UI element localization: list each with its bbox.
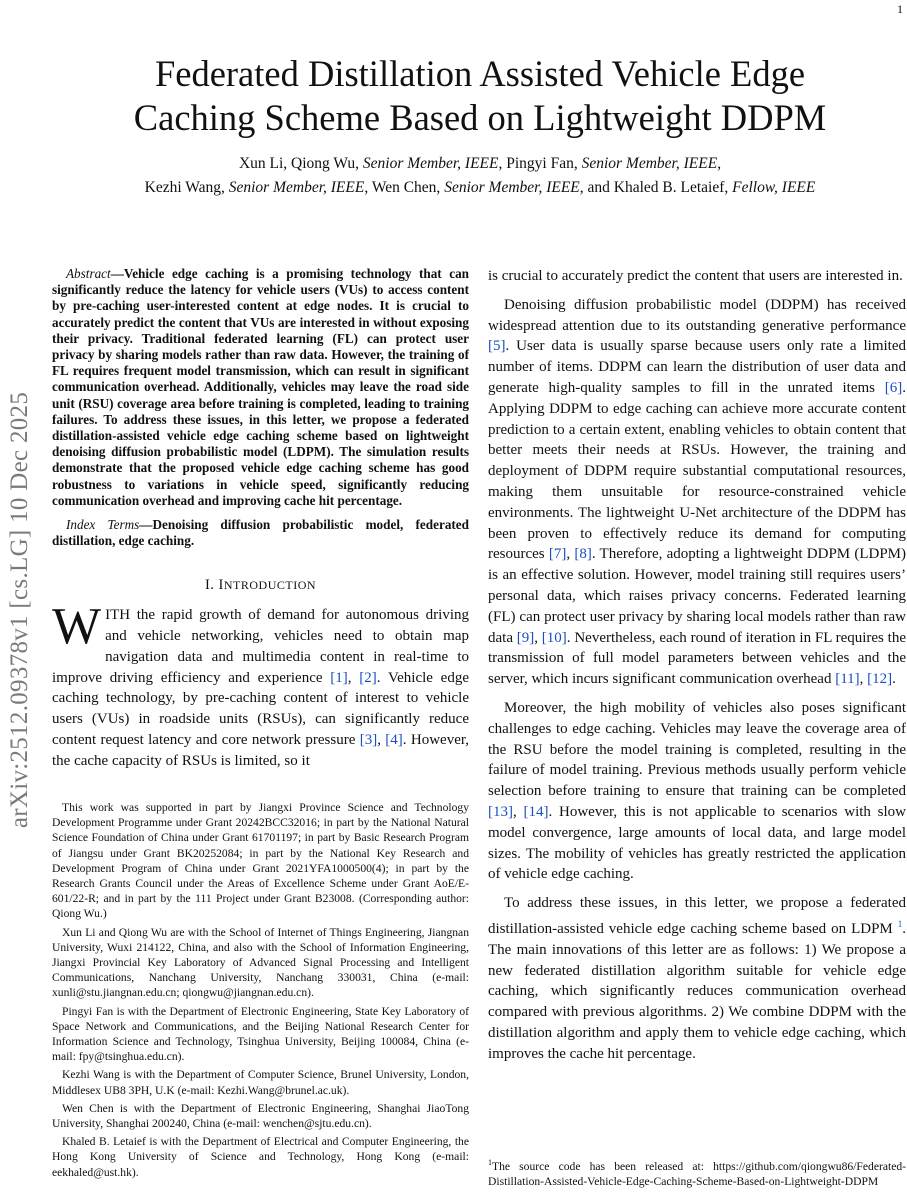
paragraph-text: . However, the cache capacity of RSUs is limited, so it — [52, 732, 470, 769]
intro-paragraph-3: Moreover, the high mobility of vehicles also poses significant challenges to edge caching. Vehicles may leave the coverage area of the RSU before the model training is completed, resulting in the failure of model training. Previous methods usually perform vehicle selection before training to ensure that training can be completed [13], [14]. However, this is not applicable to scenarios with slow model convergence, large amounts of local data, and large model sizes. The mobility of vehicles has greatly restricted the application of vehicle edge caching. — [488, 699, 907, 883]
funding-footnote: This work was supported in part by Jiangxi Province Science and Technology Development Programme under Grant 20242BCC32016; in part by the National Natural Science Foundation of China under Grant 61701197; in part by Basic Research Program of Jiangsu under Grant BK20252084; in part by the National Key Research and Development Program of China under Grant 2021YFA1000500(4); in part by the Research Grants Council under the Areas of Excellence Scheme under Grant AoE/E-601/22-R; and in part by the 111 Project under Grant B23008. (Corresponding author: Qiong Wu.) — [52, 801, 469, 921]
citation-link[interactable]: [11] — [835, 671, 860, 688]
paragraph-text: . Vehicle edge caching technology, by pre-caching content of interest to vehicle users (VUs) in roadside units (RSUs), can significantly reduce content request latency and core network pressure — [52, 669, 469, 749]
citation-link[interactable]: [10] — [541, 629, 567, 646]
paragraph-text: Denoising diffusion probabilistic model (DDPM) has received widespread attention due to its outstanding generative performance — [488, 296, 906, 334]
authors-line-1 — [40, 152, 907, 176]
intro-paragraph-1: WITH the rapid growth of demand for autonomous driving and vehicle networking, vehicles need to obtain map navigation data and multimedia content in real-time to improve driving efficiency and experience [1], [2]. Vehicle edge caching technology, by pre-caching content of interest to vehicle users (VUs) in roadside units (RSUs), can significantly reduce content request latency and core network pressure [3], [4]. However, the cache capacity of RSUs is limited, so it — [52, 598, 470, 769]
citation-link[interactable]: [7] — [548, 546, 567, 563]
author-names: , Wen Chen, — [364, 179, 445, 196]
paragraph-text: To address these issues, in this letter, we propose a federated distillation-assisted vehicle edge caching scheme based on LDPM — [488, 895, 906, 937]
source-code-text: The source code has been released at: https://github.com/qiongwu86/Federated-Distillation-Assisted-Vehicle-Edge-Caching-Scheme-Based-on-Lightweight-DDPM — [488, 1159, 906, 1189]
affiliation-footnote: Wen Chen is with the Department of Electronic Engineering, Shanghai JiaoTong University, Shanghai 200240, China (e-mail: wenchen@sjtu.edu.cn). — [52, 1101, 469, 1131]
citation-link[interactable]: [6] — [884, 379, 903, 396]
citation-link[interactable]: [8] — [574, 546, 592, 563]
citation-link[interactable]: [4] — [385, 732, 403, 749]
intro-paragraph-2: Denoising diffusion probabilistic model (DDPM) has received widespread attention due to its outstanding generative performance [5]. User data is usually sparse because users only rate a limited number of items. DDPM can learn the distribution of user data and generate high-quality samples to fill in the unrated items [6]. Applying DDPM to edge caching can achieve more accurate content prediction to a certain extent, enabling vehicles to obtain content that better meets their needs at RSUs. However, the training and deployment of DDPM require substantial computational resources, making them unsuitable for resource-constrained vehicle environments. The lightweight U-Net architecture of the DDPM has been proven to effectively reduce its demand for computing resources [7], [8]. Therefore, adopting a lightweight DDPM (LDPM) is an effective solution. However, model training still requires users’ personal data, which raises privacy concerns. Federated learning (FL) can protect user privacy by sharing local models rather than raw data [9], [10]. Nevertheless, each round of iteration in FL requires the transmission of full model parameters between vehicles and the server, which incurs significant communication overhead [11], [12]. — [488, 296, 907, 688]
paragraph-text: . The main innovations of this letter are as follows: 1) We propose a new federated distillation algorithm suitable for vehicle edge caching, which significantly reduces communication overhead compared with previous algorithms. 2) We combine DDPM with the distillation algorithm and apply them to vehicle edge caching, which improves the cache hit percentage. — [488, 920, 906, 1062]
intro-paragraph-4 — [488, 893, 906, 1064]
citation-link[interactable]: [3] — [359, 732, 378, 749]
index-terms-label: Index Terms — [66, 517, 140, 533]
paragraph-text: . User data is usually sparse because users only rate a limited number of items. DDPM can learn the distribution of user data and generate high-quality samples to fill in the unrated items — [488, 338, 906, 396]
citation-link[interactable]: [13] — [488, 803, 513, 820]
author-names: , Pingyi Fan, — [498, 155, 582, 172]
author-list — [40, 152, 907, 200]
abstract-text: —Vehicle edge caching is a promising technology that can significantly reduce the latency for vehicle users (VUs) to access content by pre-caching user-interested content at edge nodes. It is crucial to accurately predict the content that VUs are interested in without exposing their privacy. Traditional federated learning (FL) can protect user privacy by sharing models rather than raw data. However, the training of FL requires frequent model transmission, which can result in significant communication overhead. Additionally, vehicles may leave the road side unit (RSU) coverage area before training is completed, leading to training failures. To address these issues, in this letter, we propose a federated distillation-assisted vehicle edge caching scheme based on lightweight denoising diffusion probabilistic model (LDPM). The simulation results demonstrate that the proposed vehicle edge caching scheme has good robustness to variations in vehicle speed, significantly reducing communication overhead and improving cache hit percentage. — [52, 266, 469, 508]
citation-link[interactable]: [14] — [523, 803, 549, 820]
arxiv-stamp-text: arXiv:2512.09378v1 [cs.LG] 10 Dec 2025 — [6, 391, 33, 829]
citation-link[interactable]: [2] — [359, 669, 377, 686]
index-terms — [52, 517, 469, 549]
title-line-1: Federated Distillation Assisted Vehicle Edge — [154, 53, 806, 94]
citation-link[interactable]: [9] — [516, 629, 535, 646]
right-column — [488, 266, 906, 1072]
affiliation-footnote: Xun Li and Qiong Wu are with the School of Internet of Things Engineering, Jiangnan University, Wuxi 214122, China, and also with the School of Information Engineering, Jiangxi Provincial Key Laboratory of Advanced Signal Processing and Intelligent Communications, Nanchang University, Nanchang 330031, China (e-mail: xunli@stu.jiangnan.edu.cn; qiongwu@jiangnan.edu.cn). — [52, 925, 469, 1000]
affiliation-footnote: Khaled B. Letaief is with the Department of Electrical and Computer Engineering, the Hong Kong University of Science and Technology, Hong Kong (e-mail: eekhaled@ust.hk). — [52, 1135, 469, 1179]
page-number: 1 — [897, 2, 903, 16]
author-role: Senior Member, IEEE — [228, 179, 365, 196]
footnote-mark: 1 — [488, 1158, 492, 1167]
affiliation-footnote: Pingyi Fan is with the Department of Electronic Engineering, State Key Laboratory of Space Network and Communications, and the Beijing National Research Center for Information Science and Technology, Tsinghua University, Beijing 100084, China (e-mail: fpy@tsinghua.edu.cn). — [52, 1004, 469, 1064]
affiliation-footnote: Kezhi Wang is with the Department of Computer Science, Brunel University, London, Middlesex UB8 3PH, U.K (e-mail: Kezhi.Wang@brunel.ac.uk). — [52, 1068, 469, 1097]
citation-link[interactable]: [12] — [867, 671, 893, 688]
section-name: NTRODUCTION — [223, 578, 317, 593]
authors-line-2 — [40, 176, 907, 200]
author-names: , and Khaled B. Letaief, — [579, 179, 733, 196]
paragraph-text: ITH the rapid growth of demand for autonomous driving and vehicle networking, vehicles need to obtain map navigation data and multimedia content in real-time to improve driving efficiency and experience — [52, 607, 469, 686]
source-code-footnote — [488, 1155, 906, 1189]
abstract-label: Abstract — [66, 266, 111, 281]
paper-title — [60, 52, 900, 140]
author-separator: , — [717, 155, 722, 172]
title-line-2: Caching Scheme Based on Lightweight DDPM — [133, 97, 827, 138]
author-role: Senior Member, IEEE — [362, 155, 499, 172]
footnote-reference[interactable]: 1 — [897, 918, 903, 929]
author-names: Kezhi Wang, — [144, 179, 229, 196]
author-role: Fellow, IEEE — [732, 179, 816, 196]
section-numeral: I. I — [204, 577, 224, 594]
paragraph-text: . However, this is not applicable to scenarios with slow model convergence, large amounts of local data, and large model sizes. The mobility of vehicles has greatly restricted the application of vehicle edge caching. — [488, 803, 907, 883]
citation-link[interactable]: [5] — [488, 338, 506, 355]
abstract — [52, 266, 469, 509]
author-role: Senior Member, IEEE — [444, 179, 580, 196]
arxiv-stamp — [6, 320, 34, 900]
author-role: Senior Member, IEEE — [581, 155, 718, 172]
section-heading-introduction — [52, 575, 469, 596]
paragraph-text: . Applying DDPM to edge caching can achieve more accurate content prediction to a certain extent, enabling vehicles to obtain content that better meets their needs at RSUs. However, the training and deployment of DDPM require substantial computational resources, making them unsuitable for resource-constrained vehicle environments. The lightweight U-Net architecture of the DDPM has been proven to effectively reduce its demand for computing resources — [488, 379, 906, 563]
paragraph-text: Moreover, the high mobility of vehicles also poses significant challenges to edge caching. Vehicles may leave the coverage area of the RSU before the model training is completed, resulting in the failure of model training. Previous methods usually perform vehicle selection before training to ensure that training can be completed — [488, 699, 906, 800]
intro-paragraph-1-continued: is crucial to accurately predict the content that users are interested in. — [488, 268, 903, 284]
drop-cap: W — [52, 598, 102, 656]
author-names: Xun Li, Qiong Wu, — [238, 155, 363, 172]
citation-link[interactable]: [1] — [330, 669, 348, 686]
left-column — [52, 266, 469, 780]
affiliation-footnotes — [52, 800, 469, 1183]
paragraph-text: . Therefore, adopting a lightweight DDPM (LDPM) is an effective solution. However, model training still requires users’ personal data, which raises privacy concerns. Federated learning (FL) can protect user privacy by sharing local models rather than raw data — [488, 546, 907, 646]
paragraph-text: . Nevertheless, each round of iteration in FL requires the transmission of full model parameters between vehicles and the server, which incurs significant communication overhead — [488, 629, 906, 688]
index-terms-text: —Denoising diffusion probabilistic model, federated distillation, edge caching. — [52, 517, 469, 549]
